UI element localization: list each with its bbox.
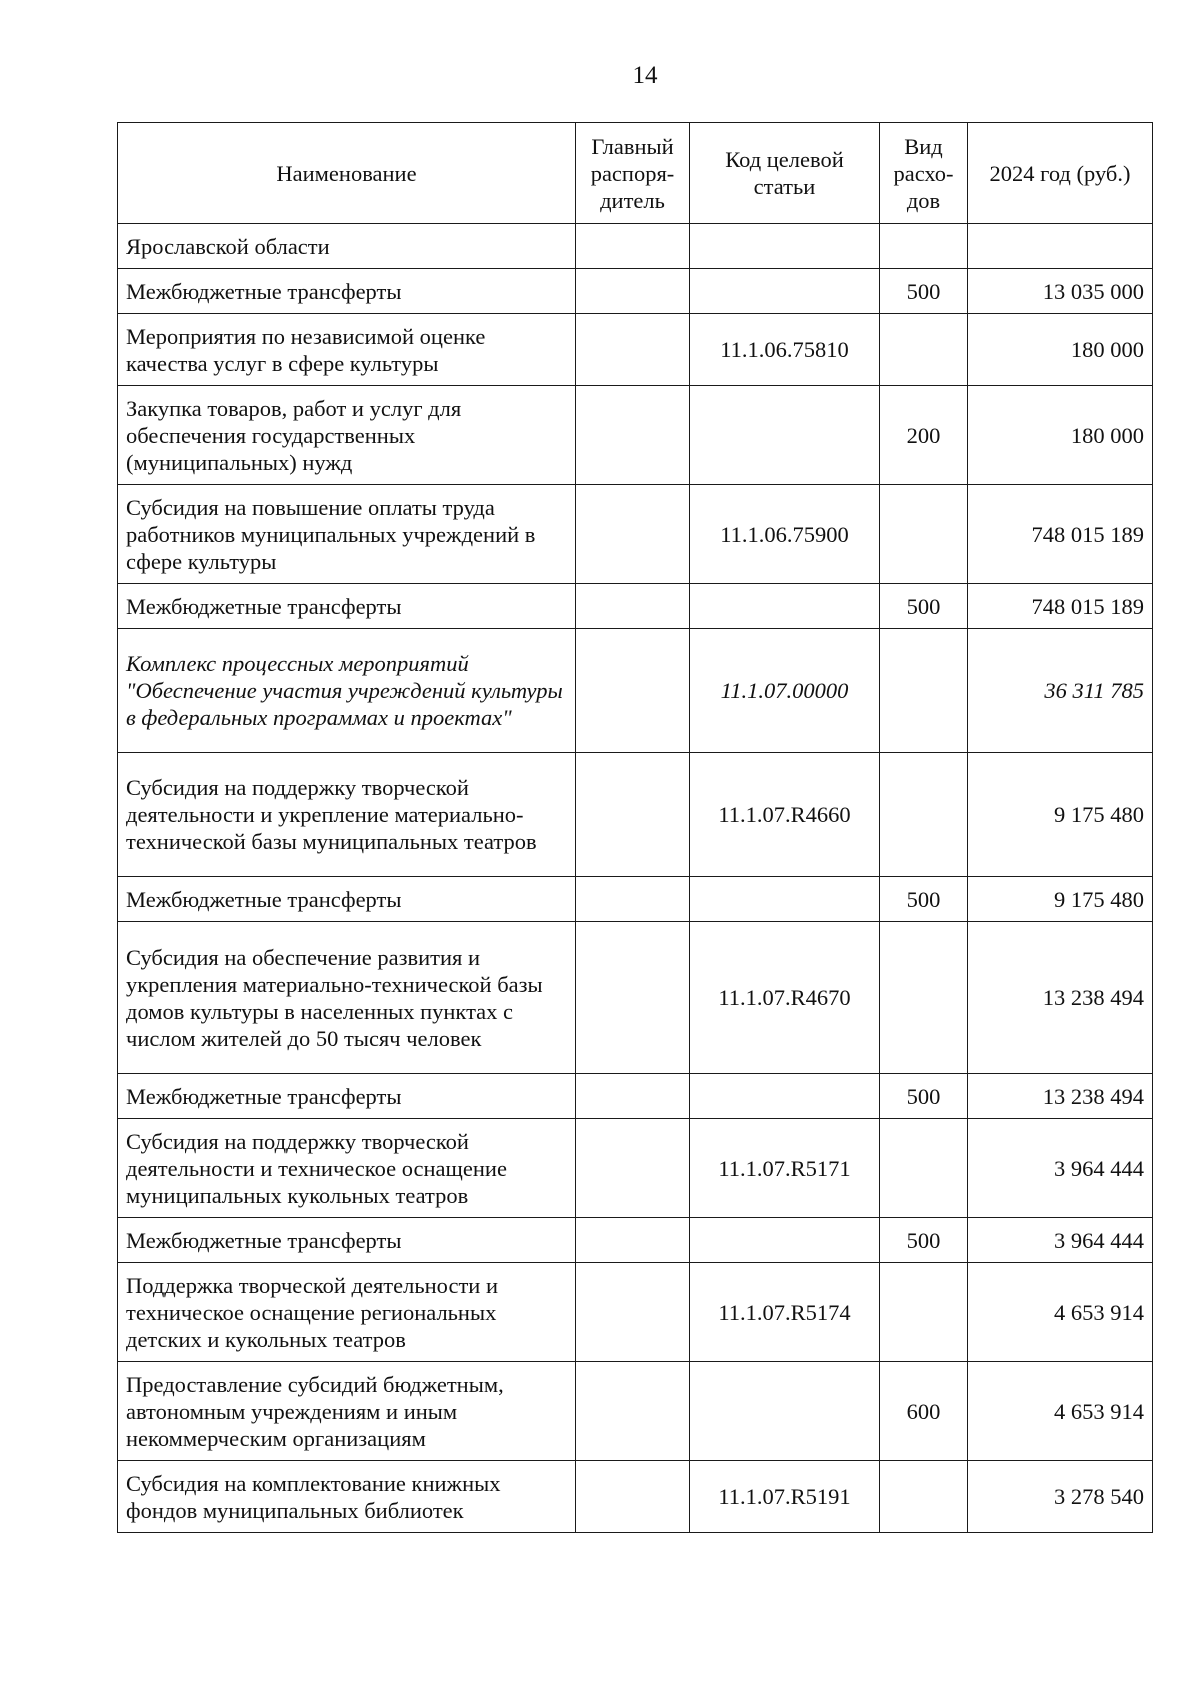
row-admin-cell bbox=[576, 629, 690, 753]
table-row bbox=[118, 224, 1153, 269]
table-row bbox=[118, 386, 1153, 485]
row-name-cell: Поддержка творческой деятельности и техническое оснащение региональных детских и кукольных театров bbox=[118, 1263, 576, 1362]
row-code-cell: 11.1.07.R4670 bbox=[690, 922, 880, 1074]
table-row bbox=[118, 1461, 1153, 1533]
row-admin-cell bbox=[576, 1362, 690, 1461]
table-row bbox=[118, 269, 1153, 314]
row-amount-cell: 9 175 480 bbox=[968, 753, 1153, 877]
row-code-cell bbox=[690, 877, 880, 922]
row-kind-cell bbox=[880, 922, 968, 1074]
row-amount-cell: 180 000 bbox=[968, 314, 1153, 386]
row-code-cell: 11.1.06.75900 bbox=[690, 485, 880, 584]
row-name-cell: Межбюджетные трансферты bbox=[118, 269, 576, 314]
table-row bbox=[118, 314, 1153, 386]
row-name-cell: Субсидия на поддержку творческой деятельности и техническое оснащение муниципальных кукольных театров bbox=[118, 1119, 576, 1218]
row-amount-cell: 748 015 189 bbox=[968, 485, 1153, 584]
table-row bbox=[118, 629, 1153, 753]
row-amount-cell: 3 964 444 bbox=[968, 1119, 1153, 1218]
row-name-cell: Субсидия на поддержку творческой деятельности и укрепление материально-технической базы муниципальных театров bbox=[118, 753, 576, 877]
row-code-cell: 11.1.07.R4660 bbox=[690, 753, 880, 877]
row-name-cell: Ярославской области bbox=[118, 224, 576, 269]
row-code-cell: 11.1.07.R5174 bbox=[690, 1263, 880, 1362]
row-amount-cell: 36 311 785 bbox=[968, 629, 1153, 753]
row-admin-cell bbox=[576, 1218, 690, 1263]
row-amount-cell: 3 278 540 bbox=[968, 1461, 1153, 1533]
table-row bbox=[118, 877, 1153, 922]
row-code-cell: 11.1.07.R5171 bbox=[690, 1119, 880, 1218]
row-name-cell: Предоставление субсидий бюджетным, автономным учреждениям и иным некоммерческим организациям bbox=[118, 1362, 576, 1461]
row-amount-cell: 9 175 480 bbox=[968, 877, 1153, 922]
row-admin-cell bbox=[576, 485, 690, 584]
row-name-cell: Комплекс процессных мероприятий "Обеспечение участия учреждений культуры в федеральных программах и проектах" bbox=[118, 629, 576, 753]
row-code-cell bbox=[690, 224, 880, 269]
row-amount-cell: 13 238 494 bbox=[968, 922, 1153, 1074]
row-admin-cell bbox=[576, 269, 690, 314]
table-row bbox=[118, 1119, 1153, 1218]
row-kind-cell bbox=[880, 1461, 968, 1533]
row-kind-cell: 600 bbox=[880, 1362, 968, 1461]
row-admin-cell bbox=[576, 753, 690, 877]
row-admin-cell bbox=[576, 1461, 690, 1533]
row-code-cell bbox=[690, 386, 880, 485]
table-row bbox=[118, 1362, 1153, 1461]
row-kind-cell: 500 bbox=[880, 877, 968, 922]
row-kind-cell bbox=[880, 753, 968, 877]
row-kind-cell bbox=[880, 314, 968, 386]
header-kind: Вид расхо-дов bbox=[880, 123, 968, 224]
row-kind-cell bbox=[880, 485, 968, 584]
row-amount-cell: 4 653 914 bbox=[968, 1263, 1153, 1362]
row-code-cell bbox=[690, 584, 880, 629]
row-admin-cell bbox=[576, 224, 690, 269]
row-admin-cell bbox=[576, 314, 690, 386]
header-code: Код целевой статьи bbox=[690, 123, 880, 224]
row-admin-cell bbox=[576, 877, 690, 922]
budget-table bbox=[117, 122, 1153, 1533]
table-row bbox=[118, 1218, 1153, 1263]
row-code-cell: 11.1.06.75810 bbox=[690, 314, 880, 386]
row-name-cell: Межбюджетные трансферты bbox=[118, 1218, 576, 1263]
table-header-row bbox=[118, 123, 1153, 224]
row-amount-cell bbox=[968, 224, 1153, 269]
row-code-cell bbox=[690, 1218, 880, 1263]
table-row bbox=[118, 753, 1153, 877]
row-admin-cell bbox=[576, 1263, 690, 1362]
row-amount-cell: 4 653 914 bbox=[968, 1362, 1153, 1461]
table-row bbox=[118, 584, 1153, 629]
table-row bbox=[118, 1263, 1153, 1362]
row-amount-cell: 13 035 000 bbox=[968, 269, 1153, 314]
row-name-cell: Мероприятия по независимой оценке качества услуг в сфере культуры bbox=[118, 314, 576, 386]
row-name-cell: Субсидия на повышение оплаты труда работников муниципальных учреждений в сфере культуры bbox=[118, 485, 576, 584]
header-name: Наименование bbox=[118, 123, 576, 224]
row-code-cell bbox=[690, 1362, 880, 1461]
row-kind-cell bbox=[880, 1263, 968, 1362]
row-admin-cell bbox=[576, 1074, 690, 1119]
row-name-cell: Субсидия на комплектование книжных фондов муниципальных библиотек bbox=[118, 1461, 576, 1533]
row-name-cell: Межбюджетные трансферты bbox=[118, 877, 576, 922]
row-name-cell: Закупка товаров, работ и услуг для обеспечения государственных (муниципальных) нужд bbox=[118, 386, 576, 485]
row-kind-cell: 500 bbox=[880, 1074, 968, 1119]
row-amount-cell: 748 015 189 bbox=[968, 584, 1153, 629]
row-admin-cell bbox=[576, 1119, 690, 1218]
row-name-cell: Субсидия на обеспечение развития и укрепления материально-технической базы домов культуры в населенных пунктах с числом жителей до 50 тысяч человек bbox=[118, 922, 576, 1074]
row-kind-cell: 500 bbox=[880, 584, 968, 629]
row-kind-cell: 200 bbox=[880, 386, 968, 485]
row-amount-cell: 180 000 bbox=[968, 386, 1153, 485]
row-admin-cell bbox=[576, 584, 690, 629]
table-row bbox=[118, 922, 1153, 1074]
table-row bbox=[118, 485, 1153, 584]
table-row bbox=[118, 1074, 1153, 1119]
table-body bbox=[118, 224, 1153, 1533]
row-kind-cell: 500 bbox=[880, 1218, 968, 1263]
row-code-cell: 11.1.07.00000 bbox=[690, 629, 880, 753]
page-number: 14 bbox=[632, 62, 658, 89]
row-kind-cell: 500 bbox=[880, 269, 968, 314]
row-name-cell: Межбюджетные трансферты bbox=[118, 1074, 576, 1119]
header-admin: Главный распоря-дитель bbox=[576, 123, 690, 224]
row-amount-cell: 3 964 444 bbox=[968, 1218, 1153, 1263]
row-name-cell: Межбюджетные трансферты bbox=[118, 584, 576, 629]
row-code-cell: 11.1.07.R5191 bbox=[690, 1461, 880, 1533]
row-admin-cell bbox=[576, 922, 690, 1074]
row-code-cell bbox=[690, 1074, 880, 1119]
row-admin-cell bbox=[576, 386, 690, 485]
row-amount-cell: 13 238 494 bbox=[968, 1074, 1153, 1119]
row-code-cell bbox=[690, 269, 880, 314]
row-kind-cell bbox=[880, 224, 968, 269]
row-kind-cell bbox=[880, 1119, 968, 1218]
row-kind-cell bbox=[880, 629, 968, 753]
header-amount: 2024 год (руб.) bbox=[968, 123, 1153, 224]
